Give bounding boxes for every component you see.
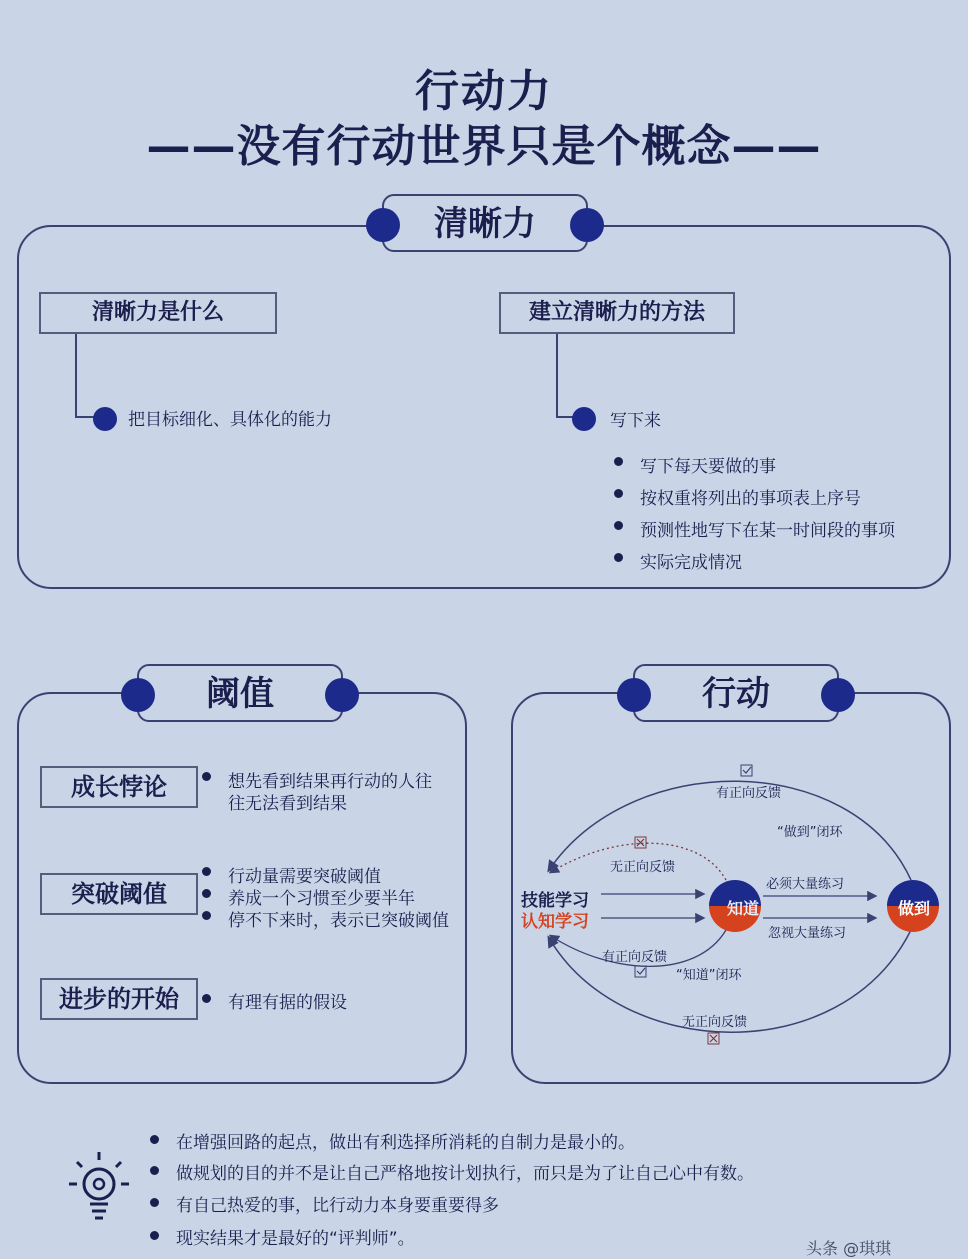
footer-item: 有自己热爱的事，比行动力本身要重要得多 [176,1196,499,1216]
inner-bottom-feedback-label: 有正向反馈 [602,950,668,965]
clarity-what-connector [75,334,97,418]
threshold-text: 想先看到结果再行动的人往 [228,772,432,792]
threshold-bullet [202,889,211,898]
action-tab-right-dot [821,678,855,712]
page-title: 行动力 [415,66,553,117]
clarity-list-item: 实际完成情况 [640,553,742,573]
threshold-text: 行动量需要突破阈值 [228,867,381,887]
threshold-box-label: 进步的开始 [59,985,179,1013]
threshold-text: 往无法看到结果 [228,794,347,814]
done-loop-label: “做到”闭环 [777,825,843,840]
clarity-list-bullet [614,553,623,562]
threshold-bullet [202,994,211,1003]
clarity-tab-right-dot [570,208,604,242]
threshold-text: 养成一个习惯至少要半年 [228,889,415,909]
action-tab-label: 行动 [702,674,770,714]
skill-learning-label: 技能学习 [521,891,589,911]
clarity-tab-label: 清晰力 [434,204,536,244]
threshold-bullet [202,911,211,920]
know-label: 知道 [726,899,759,918]
threshold-bullet [202,867,211,876]
threshold-box-label: 突破阈值 [71,880,167,908]
must-practice-label: 必须大量练习 [766,877,845,892]
threshold-tab-label: 阈值 [206,674,274,714]
footer-bullet [150,1231,159,1240]
inner-top-feedback-label: 无正向反馈 [610,860,676,875]
cross-icon [708,1033,719,1044]
clarity-what-label: 清晰力是什么 [91,300,224,325]
watermark: 头条 @琪琪 [806,1239,892,1258]
check-icon [741,765,752,776]
clarity-method-connector [556,334,576,418]
action-tab-left-dot [617,678,651,712]
clarity-method-box [499,292,735,334]
clarity-list-item: 写下每天要做的事 [640,457,776,477]
footer-bullet [150,1135,159,1144]
clarity-what-box [39,292,277,334]
clarity-list-bullet [614,489,623,498]
footer-item: 做规划的目的并不是让自己严格地按计划执行，而只是为了让自己心中有数。 [176,1164,754,1184]
page-subtitle: ——没有行动世界只是个概念—— [146,121,822,172]
done-label: 做到 [897,899,930,918]
know-loop-label: “知道”闭环 [676,968,742,983]
clarity-list-item: 按权重将列出的事项表上序号 [640,489,861,509]
cognition-learning-label: 认知学习 [521,912,589,932]
threshold-box-label: 成长悖论 [71,773,167,801]
lightbulb-icon [66,1150,132,1222]
clarity-list-bullet [614,457,623,466]
cross-icon [635,837,646,848]
footer-bullet [150,1198,159,1207]
bottom-feedback-label: 无正向反馈 [682,1015,748,1030]
clarity-tab-left-dot [366,208,400,242]
top-feedback-label: 有正向反馈 [716,786,782,801]
threshold-tab-left-dot [121,678,155,712]
clarity-what-dot [93,407,117,431]
clarity-method-item: 写下来 [610,411,661,431]
clarity-list-item: 预测性地写下在某一时间段的事项 [640,521,895,541]
action-tab [633,664,839,722]
threshold-box-progress [40,978,198,1020]
threshold-bullet [202,772,211,781]
threshold-text: 停不下来时，表示已突破阈值 [228,911,449,931]
check-icon [635,966,646,977]
threshold-tab-right-dot [325,678,359,712]
footer-item: 现实结果才是最好的“评判师”。 [176,1229,415,1249]
footer-bullet [150,1166,159,1175]
clarity-what-item: 把目标细化、具体化的能力 [128,410,332,430]
threshold-text: 有理有据的假设 [228,993,347,1013]
clarity-tab [382,194,588,252]
threshold-box-break [40,873,198,915]
threshold-box-growth [40,766,198,808]
clarity-method-label: 建立清晰力的方法 [528,300,705,325]
threshold-tab [137,664,343,722]
clarity-method-dot [572,407,596,431]
footer-item: 在增强回路的起点，做出有利选择所消耗的自制力是最小的。 [176,1133,635,1153]
clarity-list-bullet [614,521,623,530]
ignore-practice-label: 忽视大量练习 [768,926,847,941]
